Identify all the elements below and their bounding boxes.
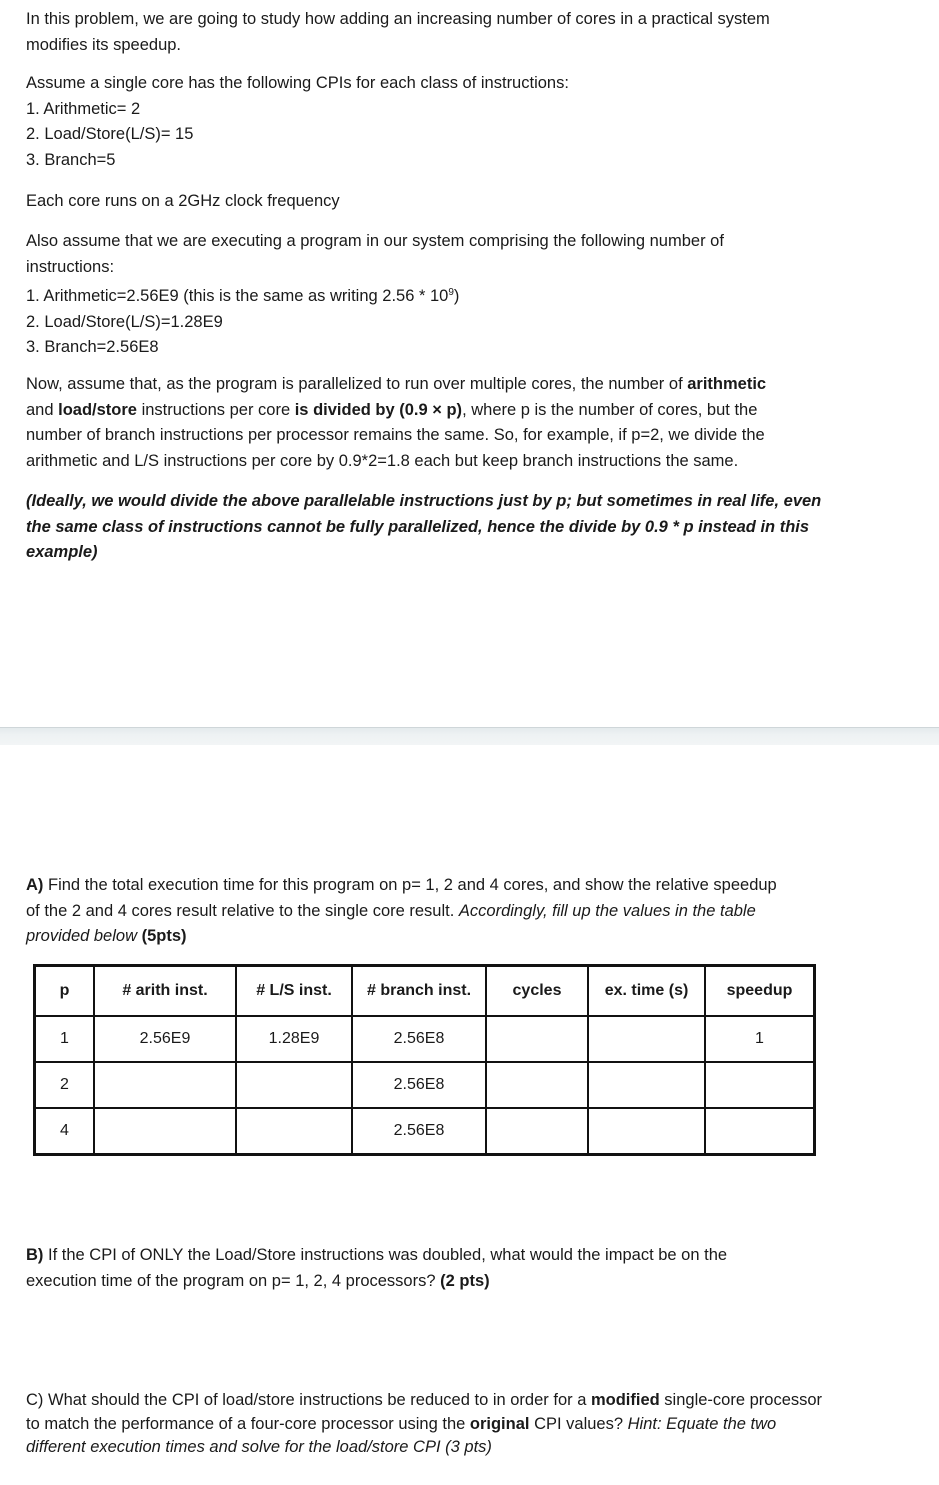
table-cell: 1	[35, 1016, 95, 1062]
table-cell	[588, 1108, 705, 1155]
cpi-list	[26, 71, 569, 173]
page-break-divider	[0, 727, 939, 745]
table-cell	[588, 1016, 705, 1062]
table-cell: 2.56E8	[352, 1062, 486, 1108]
table-cell	[94, 1108, 236, 1155]
list-item: 3. Branch=5	[26, 150, 116, 169]
table-cell: 4	[35, 1108, 95, 1155]
table-cell	[94, 1062, 236, 1108]
table-row	[35, 1108, 815, 1155]
header-cell: cycles	[486, 966, 588, 1017]
cropped-previous-line	[0, 0, 939, 2]
header-cell: # arith inst.	[94, 966, 236, 1017]
parallel-paragraph: Now, assume that, as the program is parallelized to run over multiple cores, the number of arithmetic and load/store instructions per core is divided by (0.9 × p), where p is the number of cores, but the number of branch instructions per processor remains the same. So, for example, if p=2, we divide the arithmetic and L/S instructions per core by 0.9*2=1.8 each but keep branch instructions the same.	[26, 375, 767, 470]
list-item: 1. Arithmetic= 2	[26, 99, 141, 118]
header-cell: ex. time (s)	[588, 966, 705, 1017]
table-cell	[486, 1108, 588, 1155]
table-cell	[588, 1062, 705, 1108]
table-cell: 1	[705, 1016, 815, 1062]
table-row	[35, 1062, 815, 1108]
table-cell	[236, 1108, 352, 1155]
table-cell	[486, 1062, 588, 1108]
part-c-question: C) What should the CPI of load/store instructions be reduced to in order for a modified single-core processor to match the performance of a four-core processor using the original CPI values? Hint: Equate the two different execution times and solve for the load/store CPI (3 pts)	[26, 1391, 823, 1456]
part-a-question: A) Find the total execution time for this program on p= 1, 2 and 4 cores, and show the relative speedup of the 2 and 4 cores result relative to the single core result. Accordingly, fill up the values in the table provided below (5pts)	[26, 876, 777, 946]
list-item: 2. Load/Store(L/S)= 15	[26, 125, 194, 144]
note-paragraph: (Ideally, we would divide the above parallelable instructions just by p; but sometimes in real life, even the same class of instructions cannot be fully parallelized, hence the divide by 0.9 * p instead in this example)	[26, 492, 822, 562]
program-paragraph: Also assume that we are executing a program in our system comprising the following number of instructions: 1. Arithmetic=2.56E9 (this is the same as writing $2.56 * 10^9$) 2. Load/Store(L/S)=1.28E9 3. Branch=2.56E8	[26, 229, 724, 361]
table-cell: 2.56E8	[352, 1016, 486, 1062]
clock-paragraph: Each core runs on a 2GHz clock frequency	[26, 192, 340, 210]
part-b-question: B) If the CPI of ONLY the Load/Store instructions was doubled, what would the impact be on the execution time of the program on p= 1, 2, 4 processors? (2 pts)	[26, 1246, 728, 1290]
answer-table	[33, 964, 816, 1156]
list-item: 1. Arithmetic=2.56E9 (this is the same as writing $2.56 * 10^9$)	[26, 287, 460, 306]
header-cell: speedup	[705, 966, 815, 1017]
table-row	[35, 1016, 815, 1062]
header-cell: # branch inst.	[352, 966, 486, 1017]
table-cell	[236, 1062, 352, 1108]
table-cell	[705, 1062, 815, 1108]
cpi-heading: Assume a single core has the following CPIs for each class of instructions:	[26, 74, 569, 92]
header-cell: # L/S inst.	[236, 966, 352, 1017]
table-cell: 2.56E9	[94, 1016, 236, 1062]
intro-paragraph: In this problem, we are going to study how adding an increasing number of cores in a practical system modifies its speedup.	[26, 10, 770, 54]
table-header-row	[35, 966, 815, 1017]
table-cell: 2.56E8	[352, 1108, 486, 1155]
table-cell	[486, 1016, 588, 1062]
table-cell: 1.28E9	[236, 1016, 352, 1062]
list-item: 3. Branch=2.56E8	[26, 338, 159, 357]
header-cell: p	[35, 966, 95, 1017]
table-cell: 2	[35, 1062, 95, 1108]
list-item: 2. Load/Store(L/S)=1.28E9	[26, 312, 223, 331]
table-cell	[705, 1108, 815, 1155]
